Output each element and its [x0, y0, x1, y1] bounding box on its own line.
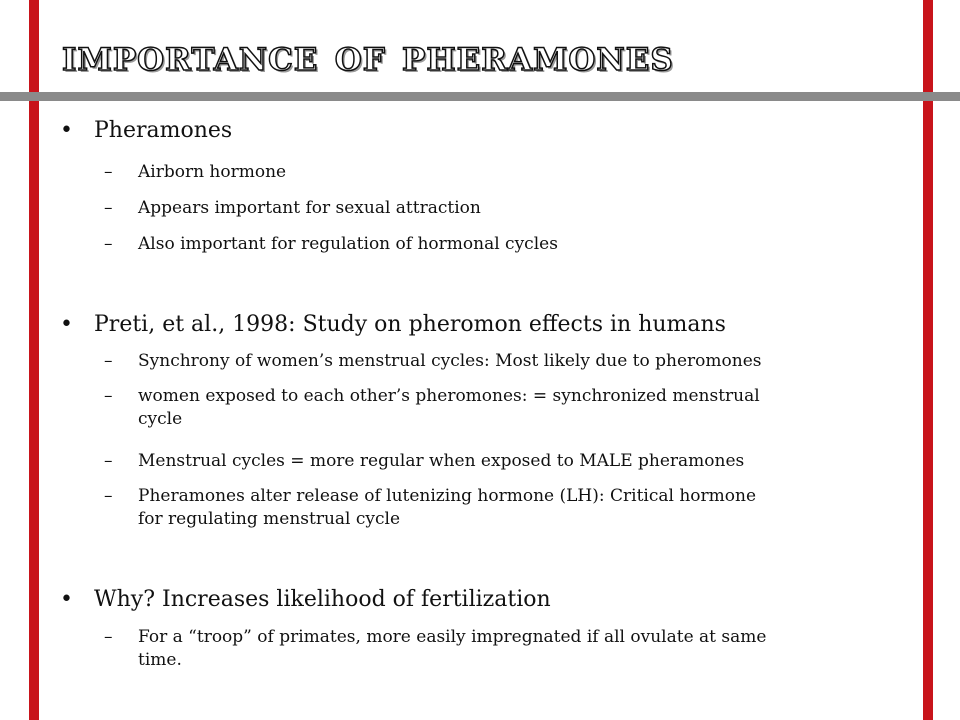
bullet-text: Preti, et al., 1998: Study on pheromon effects in humans [94, 312, 726, 337]
bullet-preti-study [60, 311, 726, 339]
sub-item-text: Appears important for sexual attraction [138, 198, 481, 218]
bullet-text: Pheramones [94, 118, 233, 143]
sub-item-text: Also important for regulation of hormonal cycles [138, 234, 558, 254]
sub-item-text: for regulating menstrual cycle [138, 509, 401, 529]
sub-item-text: Airborn hormone [138, 162, 287, 182]
sub-item-text: time. [138, 650, 182, 670]
bullet-why [60, 586, 551, 614]
sub-item-text: cycle [138, 409, 183, 429]
sub-item-text: Pheramones alter release of lutenizing hormone (LH): Critical hormone [138, 486, 757, 506]
slide-title: importance of pheramones [62, 30, 674, 81]
sub-item-text: For a “troop” of primates, more easily impregnated if all ovulate at same [138, 627, 767, 647]
bullet-pheramones [60, 117, 232, 145]
bullet-glyph: • [60, 118, 73, 143]
slide-body: • Pheramones – Airborn hormone – Appears important for sexual attraction – Also important for regulation of hormonal cycles • Preti, et al., 1998: Study on pheromon effects in humans – Synchrony of women’s menstrual cycles: Most likely due to pheromones – women exposed to each other’s pheromones: = synchronized menstrual cycle – Menstrual cycles = more regular when exposed to MALE pheramones – Pheramones alter release of lutenizing hormone (LH): Critical hormone for regulating menstrual cycle • Why? Increases likelihood of fertilization – For a “troop” of primates, more easily impregnated if all ovulate at same time. [60, 118, 767, 670]
sub-item-text: women exposed to each other’s pheromones: = synchronized menstrual [138, 386, 760, 406]
sub-item-text: Synchrony of women’s menstrual cycles: Most likely due to pheromones [138, 351, 762, 371]
bullet-glyph: • [60, 587, 73, 612]
bullet-glyph: • [60, 312, 73, 337]
sub-item-text: Menstrual cycles = more regular when exposed to MALE pheramones [138, 451, 745, 471]
bullet-text: Why? Increases likelihood of fertilization [94, 587, 551, 612]
